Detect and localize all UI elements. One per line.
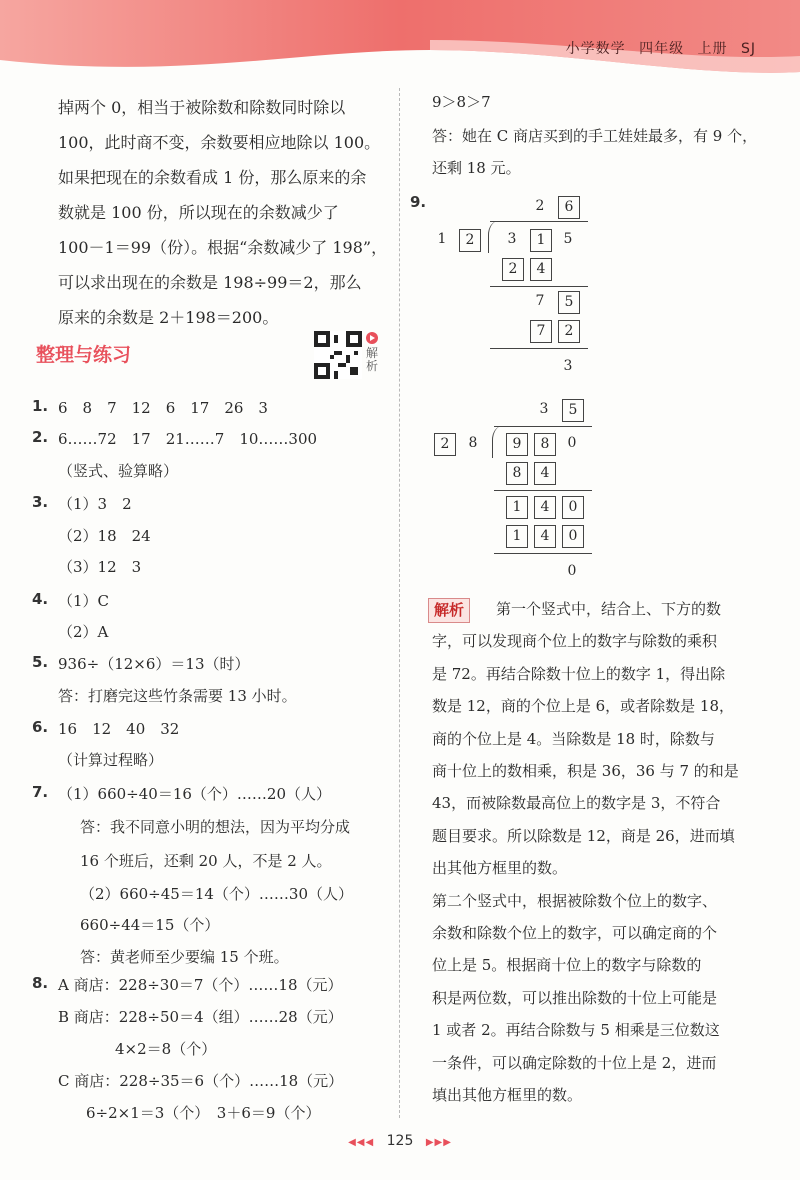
dividend-digit: 3: [507, 231, 517, 247]
page-footer: [0, 1133, 800, 1149]
dividend-digit: 5: [563, 231, 573, 247]
answer-text: 6÷2×1＝3（个） 3＋6＝9（个）: [86, 1104, 321, 1122]
header-banner: [0, 0, 800, 90]
question-number: 6.: [32, 718, 49, 736]
analysis-line: 数是 12，商的个位上是 6，或者除数是 18，: [432, 697, 735, 716]
division-bar: [494, 426, 592, 427]
remainder-box: 0: [562, 496, 584, 519]
analysis-line: 填出其他方框里的数。: [432, 1086, 583, 1104]
quotient-box: 6: [558, 196, 580, 219]
step-box: 4: [530, 258, 552, 281]
analysis-line: 第二个竖式中，根据被除数个位上的数字、: [432, 891, 718, 910]
answer-text: （3）12 3: [58, 558, 142, 576]
prev-arrows-icon: ◀◀◀: [348, 1137, 375, 1148]
answer-text: B 商店：228÷50＝4（组）……28（元）: [58, 1008, 343, 1026]
analysis-line: 1 或者 2。再结合除数与 5 相乘是三位数这: [432, 1021, 720, 1040]
analysis-line: 积是两位数，可以推出除数的十位上可能是: [432, 988, 718, 1007]
qr-code-icon[interactable]: [314, 331, 362, 379]
para-line: 100，此时商不变，余数要相应地除以 100。: [58, 133, 381, 152]
division-bar: [490, 221, 588, 222]
answer-text: 16 12 40 32: [58, 720, 180, 738]
answer-text: 6 8 7 12 6 17 26 3: [58, 399, 268, 417]
question-number: 4.: [32, 590, 49, 608]
analysis-line: 商的个位上是 4。当除数是 18 时，除数与: [432, 729, 715, 748]
para-line: 数就是 100 份，所以现在的余数减少了: [58, 203, 339, 222]
answer-text: 16 个班后，还剩 20 人，不是 2 人。: [80, 852, 332, 870]
answer-text: 6……72 17 21……7 10……300: [58, 430, 318, 448]
remainder-box: 1: [506, 496, 528, 519]
answer-text: （竖式、验算略）: [58, 462, 179, 480]
answer-text: 660÷44＝15（个）: [80, 916, 220, 934]
final-remainder: 0: [567, 563, 577, 579]
answer-text: （1）C: [58, 592, 110, 610]
step-box: 7: [530, 320, 552, 343]
compare-line: 9＞8＞7: [432, 93, 491, 111]
analysis-line: 位上是 5。根据商十位上的数字与除数的: [432, 956, 702, 975]
subtract-line: [494, 553, 592, 554]
answer-text: 4×2＝8（个）: [115, 1040, 217, 1058]
answer-text: （2）A: [58, 623, 109, 641]
answer-text: A 商店：228÷30＝7（个）……18（元）: [58, 976, 343, 994]
question-number: 1.: [32, 397, 49, 415]
dividend-box: 9: [506, 433, 528, 456]
question-number: 8.: [32, 974, 49, 992]
answer-line: 答：她在 C 商店买到的手工娃娃最多，有 9 个，: [432, 127, 758, 145]
question-number: 9.: [410, 193, 427, 211]
quotient-digit: 2: [535, 198, 545, 214]
answer-text: （1）660÷40＝16（个）……20（人）: [58, 785, 332, 803]
subtract-line: [490, 286, 588, 287]
answer-text: C 商店：228÷35＝6（个）……18（元）: [58, 1072, 344, 1090]
header-grade: 四年级: [639, 41, 685, 57]
header-subject: 小学数学: [565, 41, 626, 57]
question-number: 5.: [32, 653, 49, 671]
question-number: 3.: [32, 493, 49, 511]
answer-text: 答：黄老师至少要编 15 个班。: [80, 948, 289, 966]
analysis-line: 出其他方框里的数。: [432, 859, 568, 878]
remainder-digit: 7: [535, 293, 545, 309]
analysis-tag: 解析: [428, 598, 470, 623]
step-box: 8: [506, 462, 528, 485]
question-number: 2.: [32, 428, 49, 446]
analysis-line: 第一个竖式中，结合上、下方的数: [496, 600, 722, 618]
answer-text: （2）18 24: [58, 527, 151, 545]
para-line: 100－1＝99（份）。根据“余数减少了 198”，: [58, 238, 388, 257]
remainder-box: 4: [534, 496, 556, 519]
dividend-box: 1: [530, 229, 552, 252]
subtract-line: [494, 490, 592, 491]
para-line: 原来的余数是 2＋198＝200。: [58, 308, 279, 327]
left-paragraph: [58, 90, 388, 335]
divisor-box: 2: [459, 229, 481, 252]
step-box: 2: [502, 258, 524, 281]
header-edition: SJ: [740, 41, 756, 57]
answer-text: （计算过程略）: [58, 751, 164, 769]
analysis-line: 43，而被除数最高位上的数字是 3，不符合: [432, 794, 721, 813]
step-box: 4: [534, 525, 556, 548]
answer-text: 936÷（12×6）＝13（时）: [58, 655, 250, 673]
step-box: 1: [506, 525, 528, 548]
header-volume: 上册: [697, 41, 728, 57]
page-number: 125: [386, 1133, 414, 1149]
para-line: 如果把现在的余数看成 1 份，那么原来的余: [58, 168, 367, 187]
header-label: [566, 38, 756, 58]
quotient-box: 5: [562, 399, 584, 422]
question-number: 7.: [32, 783, 49, 801]
next-arrows-icon: ▶▶▶: [425, 1137, 452, 1148]
remainder-box: 5: [558, 291, 580, 314]
section-title: 整理与练习: [36, 344, 132, 366]
analysis-line: 一条件，可以确定除数的十位上是 2，进而: [432, 1053, 717, 1072]
para-line: 可以求出现在的余数是 198÷99＝2，那么: [58, 273, 362, 292]
quotient-digit: 3: [539, 401, 549, 417]
para-line: 掉两个 0，相当于被除数和除数同时除以: [58, 98, 346, 117]
step-box: 2: [558, 320, 580, 343]
analysis-line: 字，可以发现商个位上的数字与除数的乘积: [432, 632, 718, 651]
final-remainder: 3: [563, 358, 573, 374]
division-bracket: [492, 426, 503, 458]
dividend-box: 8: [534, 433, 556, 456]
answer-text: 答：我不同意小明的想法，因为平均分成: [80, 818, 351, 836]
divisor-box: 2: [434, 433, 456, 456]
subtract-line: [490, 348, 588, 349]
analysis-line: 商十位上的数相乘，积是 36，36 与 7 的和是: [432, 762, 739, 780]
division-bracket: [488, 221, 499, 253]
answer-text: （1）3 2: [58, 495, 132, 513]
step-box: 4: [534, 462, 556, 485]
dividend-digit: 0: [567, 435, 577, 451]
analysis-line: 是 72。再结合除数十位上的数字 1，得出除: [432, 664, 726, 683]
answer-text: （2）660÷45＝14（个）……30（人）: [80, 885, 354, 903]
analysis-line: 余数和除数个位上的数字，可以确定商的个: [432, 924, 718, 942]
column-divider: [399, 88, 400, 1118]
answer-line: 还剩 18 元。: [432, 159, 521, 177]
analysis-line: 题目要求。所以除数是 12，商是 26，进而填: [432, 826, 735, 845]
step-box: 0: [562, 525, 584, 548]
divisor-digit: 1: [437, 231, 447, 247]
divisor-digit: 8: [468, 435, 478, 451]
qr-label: 解析: [366, 346, 379, 373]
play-icon[interactable]: [366, 332, 378, 344]
answer-text: 答：打磨完这些竹条需要 13 小时。: [58, 687, 297, 705]
